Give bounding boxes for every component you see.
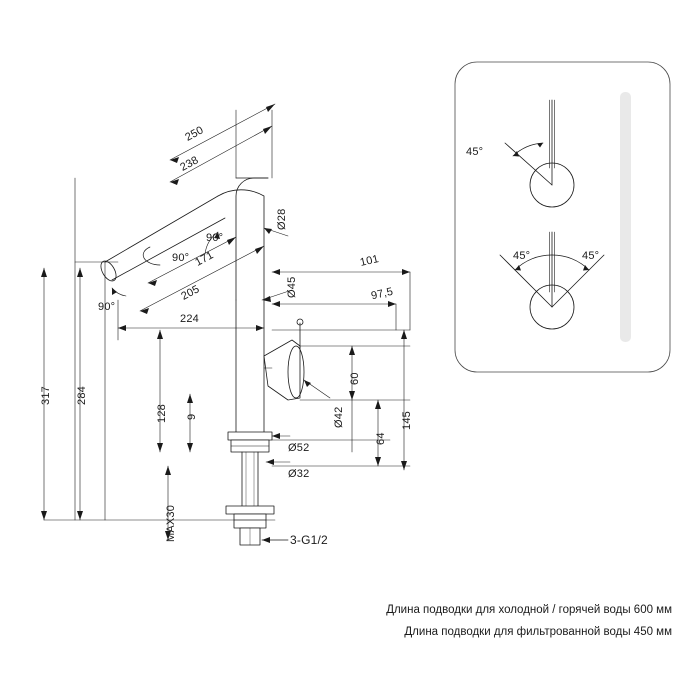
dim-label-128: 128 (156, 404, 168, 423)
dim-label-dia45: Ø45 (286, 276, 298, 298)
dim-label-max30: MAX30 (165, 504, 177, 542)
dim-label-60: 60 (349, 372, 361, 385)
dim-label-9: 9 (186, 413, 198, 420)
dim-label-238: 238 (178, 154, 201, 174)
spout-inner-curve (236, 178, 268, 300)
base-flange (228, 432, 272, 440)
dim-label-dia42: Ø42 (333, 406, 345, 428)
dim-label-dia28: Ø28 (276, 208, 288, 230)
mount-washer (226, 506, 274, 514)
dim-label-171: 171 (193, 249, 216, 269)
dim-label-317: 317 (40, 386, 52, 405)
dim-label-205: 205 (179, 283, 202, 303)
dim-label-250: 250 (183, 124, 206, 144)
thread-label: 3-G1/2 (290, 533, 328, 547)
inset-angle-top: 45° (466, 146, 484, 158)
angle-label-90-c: 90° (98, 301, 116, 313)
dim-label-101: 101 (358, 253, 381, 269)
angle-label-90-b: 90° (172, 252, 190, 264)
inset-angle-right: 45° (582, 250, 600, 262)
inset-panel (455, 62, 670, 372)
note-line-1: Длина подводки для холодной / горячей воды 600 мм (386, 604, 672, 616)
dim-label-64: 64 (375, 432, 387, 445)
mount-nut (234, 514, 266, 528)
dim-label-97-5: 97,5 (369, 285, 395, 303)
dim-label-dia52: Ø52 (288, 442, 310, 454)
dim-label-dia32: Ø32 (288, 468, 310, 480)
angle-label-90-a: 90° (206, 232, 224, 244)
dim-label-224: 224 (180, 313, 199, 325)
inset-highlight-bar (620, 92, 631, 342)
inset-angle-left: 45° (513, 250, 531, 262)
dim-label-284: 284 (76, 386, 88, 405)
arm-top (105, 196, 218, 262)
spout-outer-curve (218, 190, 264, 300)
dim-label-145: 145 (401, 411, 413, 430)
note-line-2: Длина подводки для фильтрованной воды 450 мм (404, 626, 672, 638)
lever-handle (264, 340, 300, 400)
